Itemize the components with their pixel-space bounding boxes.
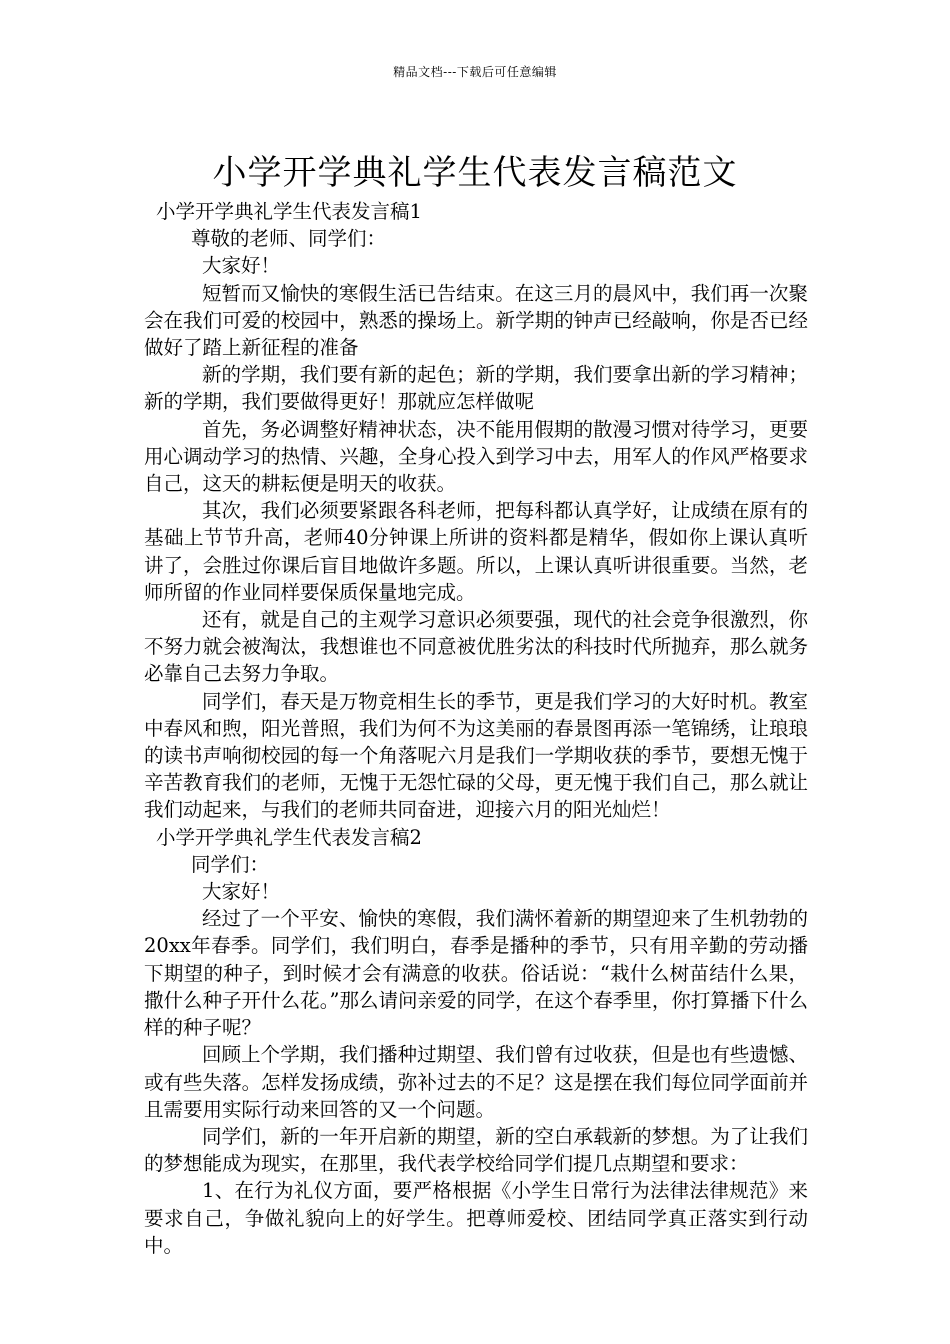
section-heading: 小学开学典礼学生代表发言稿1: [156, 200, 422, 223]
paragraph: 大家好！: [202, 254, 281, 278]
paragraph: 短暂而又愉快的寒假生活已告结束。在这三月的晨风中，我们再一次聚会在我们可爱的校园中，熟悉的操场上。新学期的钟声已经敲响，你是否已经做好了踏上新征程的准备: [144, 281, 808, 360]
paragraph: 同学们，春天是万物竞相生长的季节，更是我们学习的大好时机。教室中春风和煦，阳光普照，我们为何不为这美丽的春景图再添一笔锦绣，让琅琅的读书声响彻校园的每一个角落呢六月是我们一学期收获的季节，要想无愧于辛苦教育我们的老师，无愧于无怨忙碌的父母，更无愧于我们自己，那么就让我们动起来，与我们的老师共同奋进，迎接六月的阳光灿烂！: [144, 689, 808, 822]
document-body: [144, 198, 808, 1259]
paragraph: 同学们，新的一年开启新的期望，新的空白承载新的梦想。为了让我们的梦想能成为现实，在那里，我代表学校给同学们提几点期望和要求：: [144, 1124, 808, 1176]
paragraph: 其次，我们必须要紧跟各科老师，把每科都认真学好，让成绩在原有的基础上节节升高，老师40分钟课上所讲的资料都是精华，假如你上课认真听讲了，会胜过你课后盲目地做许多题。所以，上课认真听讲很重要。当然，老师所留的作业同样要保质保量地完成。: [144, 499, 808, 604]
document-title: 小学开学典礼学生代表发言稿范文: [212, 152, 738, 193]
paragraph: 大家好！: [202, 880, 281, 904]
paragraph: 经过了一个平安、愉快的寒假，我们满怀着新的期望迎来了生机勃勃的20xx年春季。同学们，我们明白，春季是播种的季节，只有用辛勤的劳动播下期望的种子，到时候才会有满意的收获。俗话说：“栽什么树苗结什么果，撒什么种子开什么花。”那么请问亲爱的同学，在这个春季里，你打算播下什么样的种子呢？: [144, 907, 808, 1040]
section-heading: 小学开学典礼学生代表发言稿2: [156, 825, 422, 849]
paragraph: 首先，务必调整好精神状态，决不能用假期的散漫习惯对待学习，更要用心调动学习的热情、兴趣，全身心投入到学习中去，用军人的作风严格要求自己，这天的耕耘便是明天的收获。: [144, 417, 808, 496]
paragraph: 新的学期，我们要有新的起色；新的学期，我们要拿出新的学习精神；新的学期，我们要做得更好！那就应怎样做呢: [144, 363, 808, 414]
paragraph: 还有，就是自己的主观学习意识必须要强，现代的社会竞争很激烈，你不努力就会被淘汰，我想谁也不同意被优胜劣汰的科技时代所抛弃，那么就务必靠自己去努力争取。: [144, 608, 808, 686]
salutation: 同学们：: [191, 852, 270, 876]
paragraph: 回顾上个学期，我们播种过期望、我们曾有过收获，但是也有些遗憾、或有些失落。怎样发扬成绩，弥补过去的不足？这是摆在我们每位同学面前并且需要用实际行动来回答的又一个问题。: [144, 1043, 808, 1121]
paragraph: 1、在行为礼仪方面，要严格根据《小学生日常行为法律法律规范》来要求自己，争做礼貌向上的好学生。把尊师爱校、团结同学真正落实到行动中。: [144, 1179, 808, 1257]
salutation: 尊敬的老师、同学们：: [191, 227, 387, 251]
header-note: 精品文档---下载后可任意编辑: [393, 65, 557, 79]
